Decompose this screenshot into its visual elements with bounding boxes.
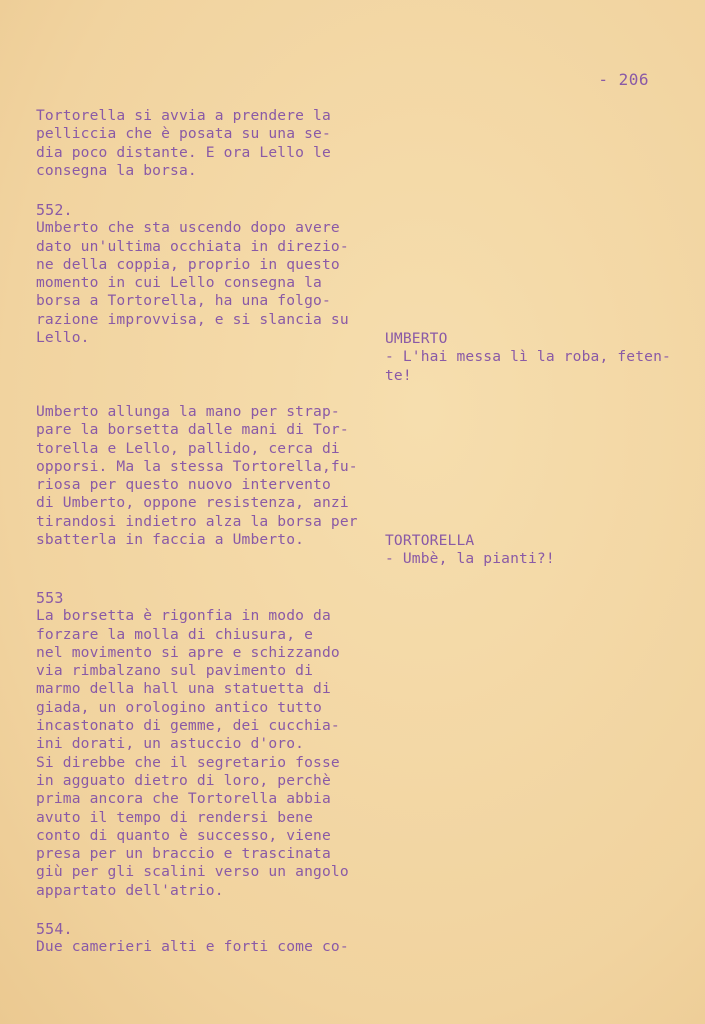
scene-553	[36, 589, 386, 900]
character-name: UMBERTO	[385, 330, 448, 347]
text-line: ne della coppia, proprio in questo	[36, 255, 340, 273]
text-line: via rimbalzano sul pavimento di	[36, 662, 314, 680]
text-line: pare la borsetta dalle mani di Tor-	[36, 421, 349, 439]
text-line: di Umberto, oppone resistenza, anzi	[36, 494, 349, 512]
paragraph-tortorella-pelliccia	[36, 107, 386, 180]
scene-number: 552.	[36, 201, 73, 219]
text-line: appartato dell'atrio.	[36, 881, 224, 899]
text-line: giù per gli scalini verso un angolo	[36, 863, 349, 881]
text-line: forzare la molla di chiusura, e	[36, 625, 314, 643]
dialogue-line: te!	[385, 366, 412, 384]
dialogue-line: - L'hai messa lì la roba, feten-	[385, 348, 671, 366]
dialogue-umberto	[385, 330, 695, 385]
text-line: giada, un orologino antico tutto	[36, 698, 322, 716]
text-line: pelliccia che è posata su una se-	[36, 125, 331, 143]
text-line: torella e Lello, pallido, cerca di	[36, 439, 340, 457]
text-line: Lello.	[36, 329, 90, 347]
dialogue-line: - Umbè, la pianti?!	[385, 550, 555, 568]
text-line: riosa per questo nuovo intervento	[36, 476, 331, 494]
text-line: in agguato dietro di loro, perchè	[36, 771, 331, 789]
text-line: incastonato di gemme, dei cucchia-	[36, 717, 340, 735]
paragraph-umberto-allunga	[36, 403, 386, 549]
text-line: presa per un braccio e trascinata	[36, 845, 331, 863]
text-line: razione improvvisa, e si slancia su	[36, 310, 349, 328]
text-line: consegna la borsa.	[36, 161, 197, 179]
text-line: Umberto che sta uscendo dopo avere	[36, 219, 340, 237]
text-line: dia poco distante. E ora Lello le	[36, 143, 331, 161]
text-line: borsa a Tortorella, ha una folgo-	[36, 292, 331, 310]
scene-552	[36, 201, 386, 347]
dialogue-tortorella	[385, 532, 695, 569]
text-line: Si direbbe che il segretario fosse	[36, 753, 340, 771]
text-line: conto di quanto è successo, viene	[36, 826, 331, 844]
scene-number: 553	[36, 589, 64, 607]
page-number: - 206	[598, 70, 649, 89]
text-line: avuto il tempo di rendersi bene	[36, 808, 314, 826]
text-line: nel movimento si apre e schizzando	[36, 643, 340, 661]
text-line: Umberto allunga la mano per strap-	[36, 403, 340, 420]
scene-554	[36, 920, 386, 957]
text-line: sbatterla in faccia a Umberto.	[36, 531, 305, 549]
text-line: ini dorati, un astuccio d'oro.	[36, 735, 305, 753]
text-line: prima ancora che Tortorella abbia	[36, 790, 331, 808]
scene-number: 554.	[36, 920, 73, 938]
text-line: tirandosi indietro alza la borsa per	[36, 512, 358, 530]
text-line: La borsetta è rigonfia in modo da	[36, 607, 331, 625]
text-line: momento in cui Lello consegna la	[36, 274, 322, 292]
character-name: TORTORELLA	[385, 532, 475, 549]
text-line: opporsi. Ma la stessa Tortorella,fu-	[36, 457, 358, 475]
text-line: Tortorella si avvia a prendere la	[36, 107, 331, 124]
text-line: Due camerieri alti e forti come co-	[36, 938, 349, 956]
text-line: marmo della hall una statuetta di	[36, 680, 331, 698]
text-line: dato un'ultima occhiata in direzio-	[36, 237, 349, 255]
